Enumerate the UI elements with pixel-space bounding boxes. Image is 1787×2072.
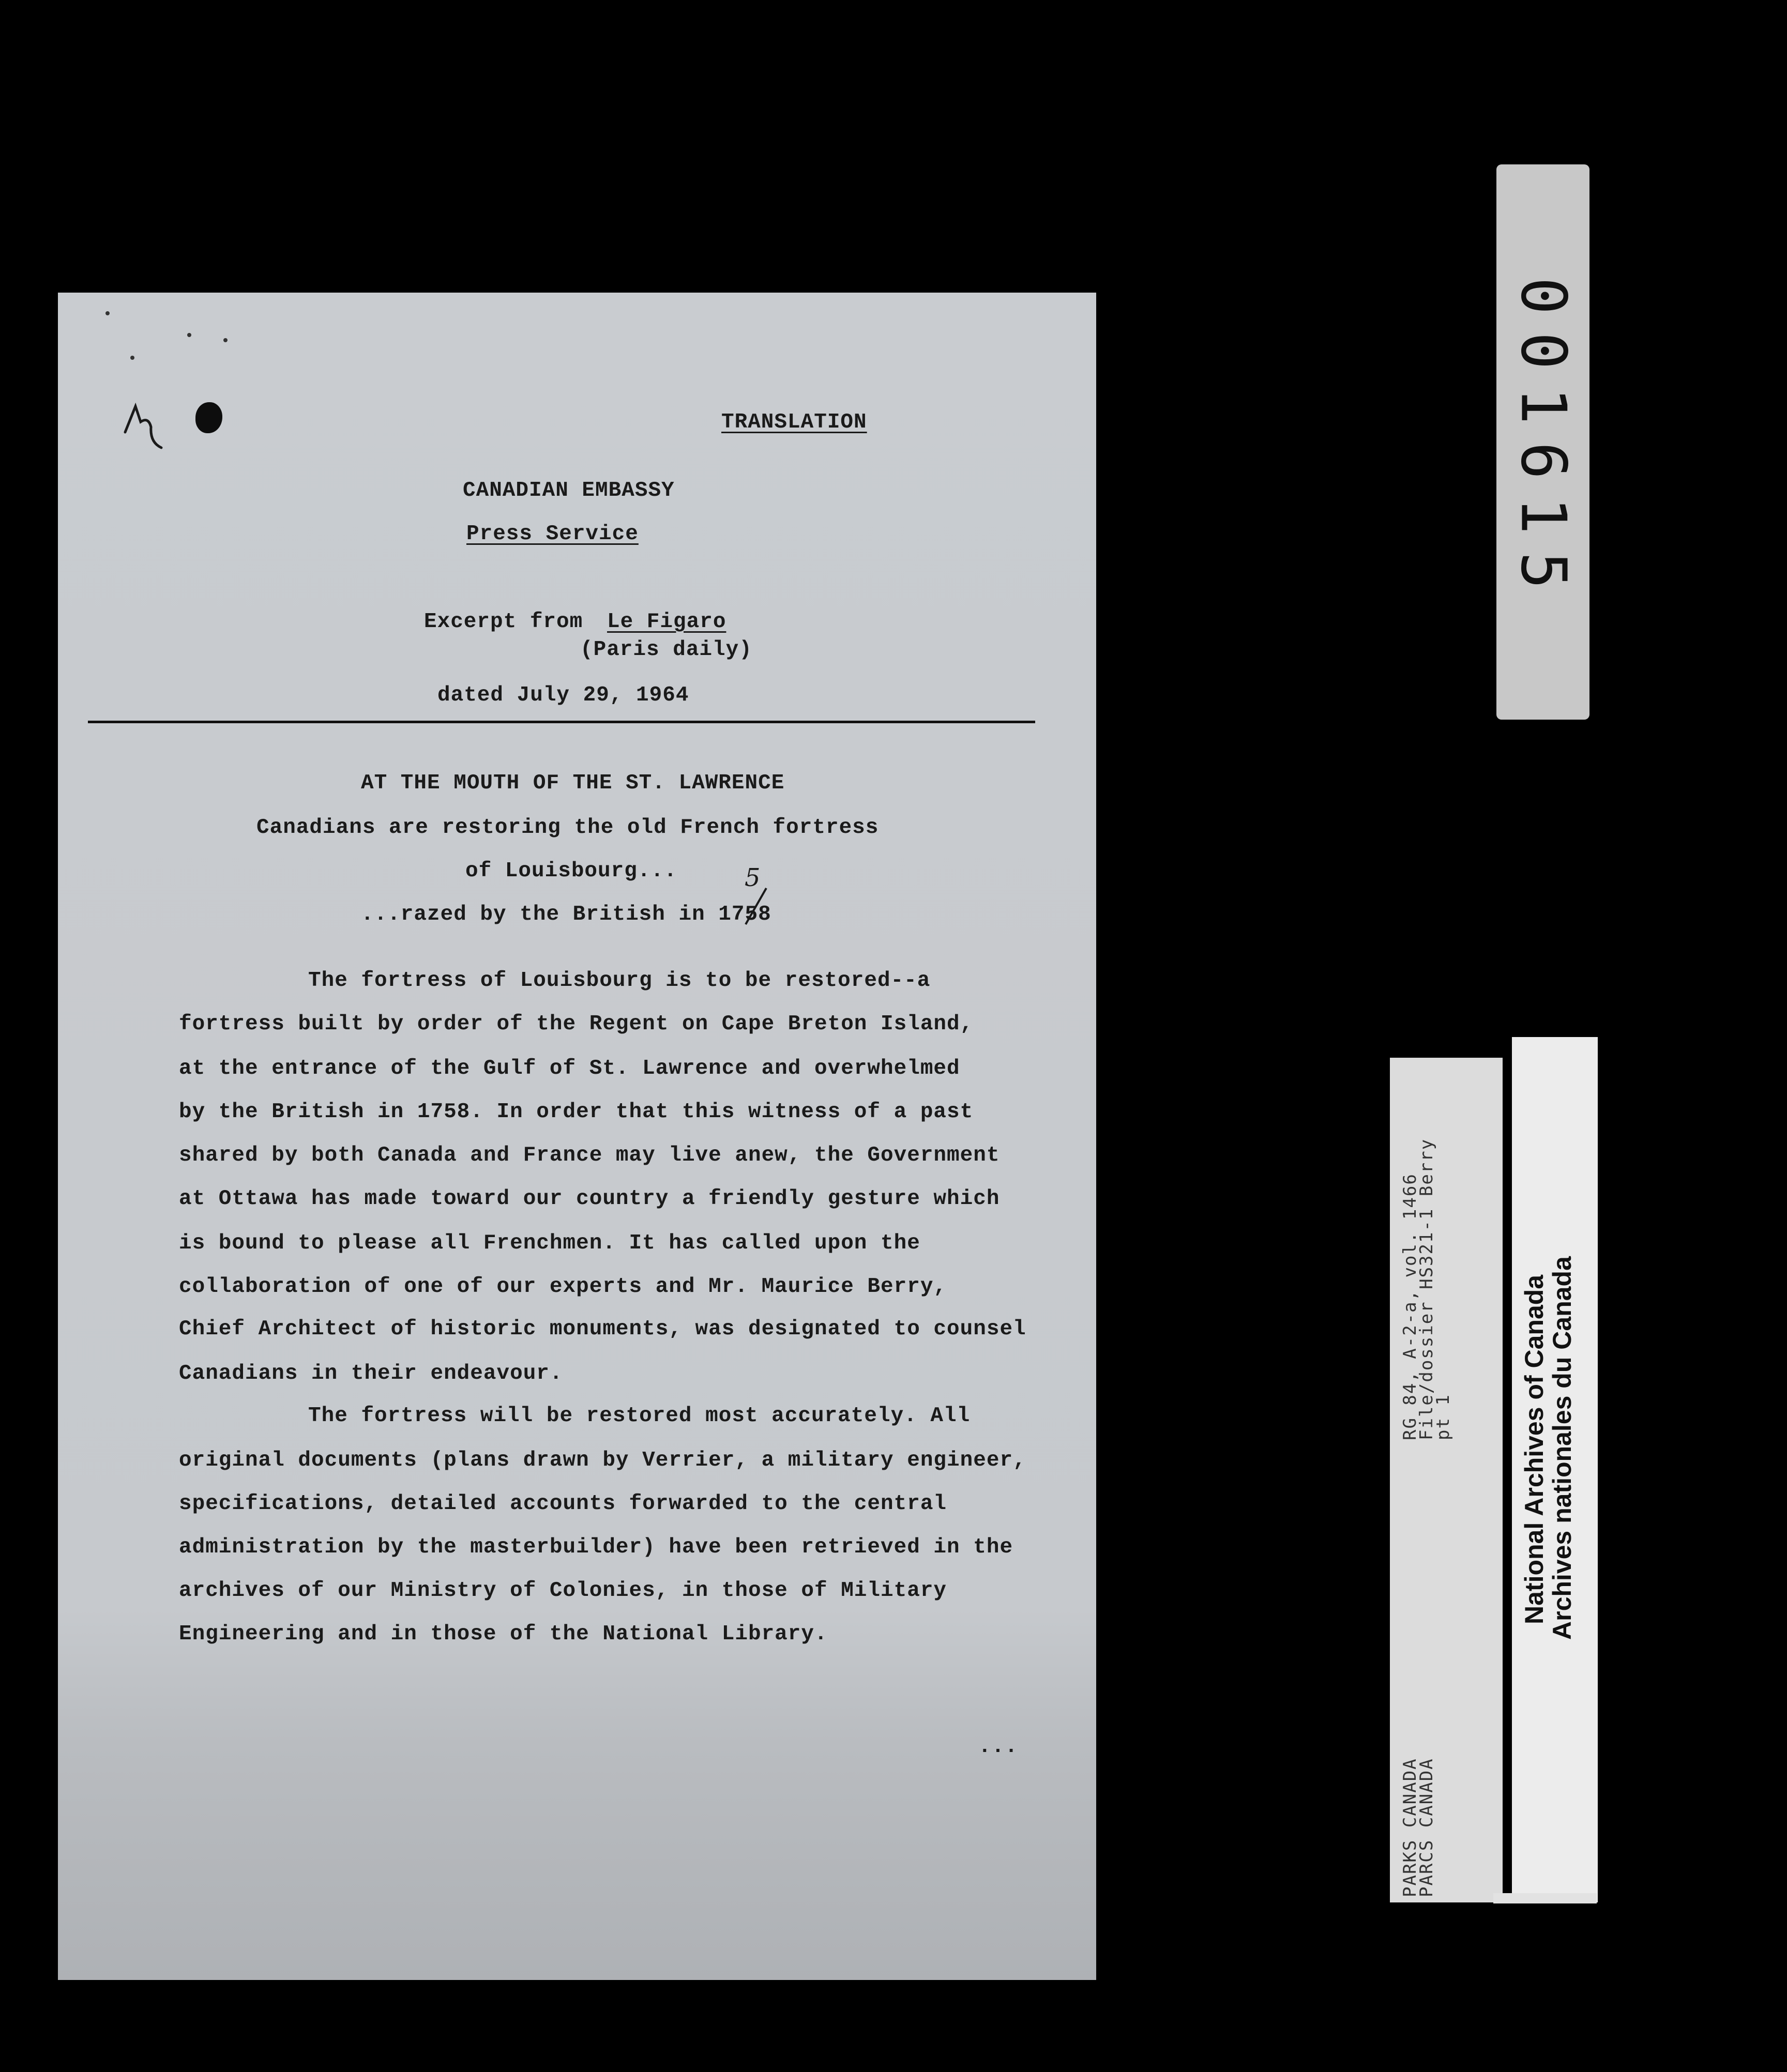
body-line: Engineering and in those of the National Library.: [179, 1622, 828, 1646]
frame-number: 001615: [1507, 277, 1579, 607]
reference-line-2: File/dossier HS321-1 Berry: [1416, 1138, 1437, 1440]
dated-line: dated July 29, 1964: [437, 683, 689, 707]
label-bottom-strip: [1493, 1893, 1597, 1903]
body-line: shared by both Canada and France may live anew, the Government: [179, 1144, 1000, 1167]
body-line: The fortress will be restored most accurately. All: [308, 1404, 971, 1428]
headline-line-4: ...razed by the British in 1758: [361, 903, 771, 926]
frame-number-tape: [1496, 164, 1589, 720]
body-line: The fortress of Louisbourg is to be restored--a: [308, 969, 931, 993]
body-line: by the British in 1758. In order that this witness of a past: [179, 1100, 974, 1124]
header-divider: [88, 721, 1035, 723]
archive-reference-label: [1390, 1058, 1503, 1902]
body-line: is bound to please all Frenchmen. It has called upon the: [179, 1231, 920, 1255]
archive-name-label: [1512, 1037, 1598, 1902]
headline-line-3: of Louisbourg...: [465, 859, 677, 883]
continuation-marker: ...: [978, 1735, 1018, 1759]
body-line: collaboration of one of our experts and Mr. Maurice Berry,: [179, 1275, 947, 1299]
press-service-title: Press Service: [466, 522, 639, 546]
reference-line-1: RG 84, A-2-a, vol. 1466: [1400, 1173, 1420, 1440]
body-line: administration by the masterbuilder) have been retrieved in the: [179, 1535, 1013, 1559]
agency-line-fr: PARCS CANADA: [1416, 1758, 1437, 1897]
body-line: fortress built by order of the Regent on Cape Breton Island,: [179, 1012, 974, 1036]
handwritten-digit: 5: [745, 863, 761, 892]
excerpt-prefix: Excerpt from: [424, 610, 583, 634]
headline-line-1: AT THE MOUTH OF THE ST. LAWRENCE: [361, 771, 785, 795]
newspaper-name: Le Figaro: [607, 610, 726, 634]
body-line: Canadians in their endeavour.: [179, 1362, 563, 1385]
handwritten-mark: [120, 396, 192, 458]
body-line: at Ottawa has made toward our country a friendly gesture which: [179, 1187, 1000, 1211]
headline-line-2: Canadians are restoring the old French fortress: [256, 816, 879, 840]
archive-name-en: National Archives of Canada: [1520, 1274, 1549, 1624]
ink-blot: [195, 402, 222, 433]
newspaper-note: (Paris daily): [580, 638, 752, 662]
translation-label: TRANSLATION: [721, 410, 867, 434]
body-line: specifications, detailed accounts forwarded to the central: [179, 1492, 947, 1516]
archive-name-fr: Archives nationales du Canada: [1548, 1256, 1577, 1640]
body-line: Chief Architect of historic monuments, was designated to counsel: [179, 1317, 1026, 1341]
body-line: at the entrance of the Gulf of St. Lawrence and overwhelmed: [179, 1057, 960, 1080]
body-line: archives of our Ministry of Colonies, in those of Military: [179, 1579, 947, 1603]
document-page: [58, 293, 1096, 1980]
reference-line-3: pt 1: [1433, 1394, 1453, 1440]
agency-line-en: PARKS CANADA: [1400, 1758, 1420, 1897]
body-line: original documents (plans drawn by Verrier, a military engineer,: [179, 1449, 1026, 1472]
embassy-title: CANADIAN EMBASSY: [463, 479, 675, 502]
